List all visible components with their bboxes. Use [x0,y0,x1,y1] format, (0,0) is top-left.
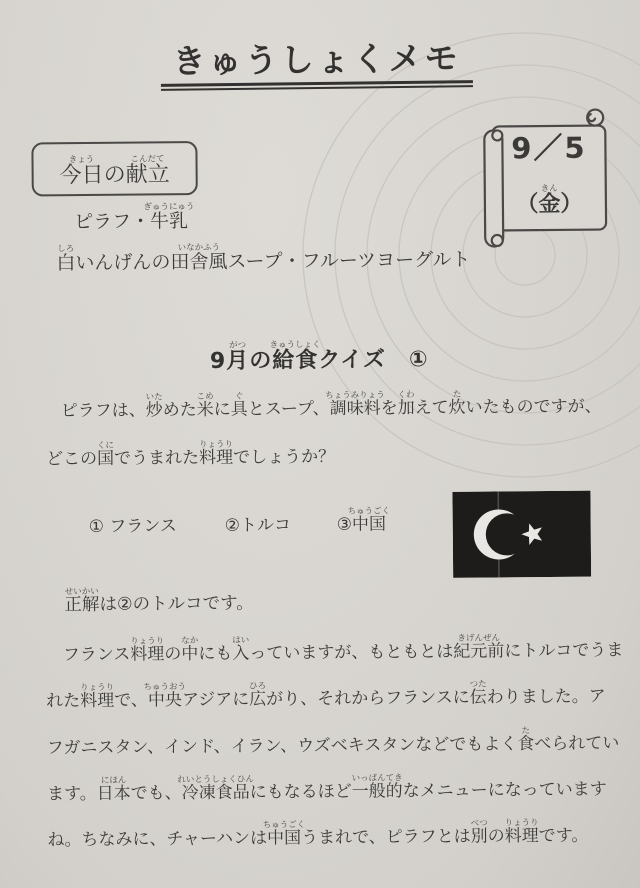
furigana-segment: きげんぜん 紀元前 [453,632,505,662]
quiz-answer-line: せいかい 正解は②のトルコです。 [64,586,254,616]
furigana-segment: れいとうしょくひん 冷凍食品 [177,774,254,804]
furigana-segment: せいかい 正解 [64,586,100,616]
quiz-option-2-turkey: ②トルコ [224,515,292,536]
page-title [160,40,473,91]
furigana-segment: ちゅうごく 中国 [262,819,306,849]
furigana-segment: なか 中 [181,635,199,665]
date-scroll [475,103,621,254]
furigana-segment: いた 炒 [145,391,163,421]
turkey-flag-image [452,491,591,578]
explanation-line-4: ます。 にほん 日本でも、 れいとうしょくひん 冷凍食品にもなるほど いっぱんてき 一般的なメニューになっています [46,772,607,805]
explanation-line-5: ね。ちなみに、チャーハンは ちゅうごく 中国うまれで、ピラフとは べつ 別の りょうり 料理です。 [47,817,589,851]
explanation-line-3: フガニスタン、インド、イラン、ウズベキスタンなどでもよく た 食べられてい [46,725,620,759]
furigana-segment: きん 金 [538,183,561,218]
furigana-segment: ぐ 具 [230,391,248,420]
quiz-option-1-france: ① フランス [88,516,177,538]
scroll-icon [475,103,621,254]
explanation-line-2: れた りょうり 料理で、 ちゅうおう 中央アジアに ひろ 広がり、それからフランスに つた 伝わりました。ア [46,679,606,712]
furigana-segment: いなかふう 田舎風 [170,242,228,274]
furigana-segment: しろ 白 [56,243,76,275]
todays-menu-label-box [31,141,197,196]
furigana-segment: りょうり 料理 [198,439,234,469]
furigana-segment: ぎゅうにゅう 牛乳 [143,201,195,233]
furigana-segment: りょうり 料理 [80,682,115,712]
furigana-segment: た 食 [517,725,535,755]
furigana-segment: がつ 月 [226,340,250,374]
furigana-segment: ひろ 広 [249,680,267,710]
furigana-segment: ちょうみりょう 調味料 [325,389,385,419]
explanation-line-1: フランス りょうり 料理の なか 中にも はい 入っていますが、もともとは きげんぜん 紀元前にトルコでうま [45,632,624,666]
furigana-segment: にほん 日本 [96,775,131,804]
furigana-segment: べつ 別 [470,818,488,847]
weekday-value: （ きん 金） [516,183,583,218]
quiz-heading: 9 がつ 月の きゅうしょく 給食クイズ ① [209,339,429,374]
furigana-segment: きょう 今日 [59,154,104,189]
furigana-segment: くに 国 [96,440,115,469]
furigana-segment: いっぱんてき 一般的 [351,772,403,802]
page-title-text: きゅうしょくメモ [160,40,473,87]
furigana-segment: つた 伝 [469,679,487,708]
menu-item-line-2: しろ 白いんげんの いなかふう 田舎風スープ・フルーツヨーグルト [56,242,471,275]
furigana-segment: くわ 加 [397,389,415,419]
furigana-segment: ちゅうおう 中央 [143,681,187,711]
menu-item-line-1: ピラフ・ ぎゅうにゅう 牛乳 [73,201,195,234]
furigana-segment: ちゅうごく 中国 [347,505,391,535]
quiz-question-line-2: どこの くに 国でうまれた りょうり 料理でしょうか？ [46,439,336,470]
todays-menu-label: きょう 今日の こんだて 献立 [59,153,170,189]
furigana-segment: こんだて 献立 [125,153,170,188]
furigana-segment: りょうり 料理 [130,635,165,665]
furigana-segment: はい 入 [232,635,250,664]
furigana-segment: りょうり 料理 [504,817,539,847]
furigana-segment: た 炊 [448,389,466,418]
furigana-segment: こめ 米 [196,391,214,421]
quiz-option-3-china: ③ ちゅうごく 中国 [336,505,391,535]
quiz-question-line-1: ピラフは、 いた 炒めた こめ 米に ぐ 具とスープ、 ちょうみりょう 調味料を くわ 加えて た 炊いたものですが、 [43,389,602,422]
furigana-segment: きゅうしょく 給食 [269,339,321,374]
date-value: 9／5 [511,130,587,166]
